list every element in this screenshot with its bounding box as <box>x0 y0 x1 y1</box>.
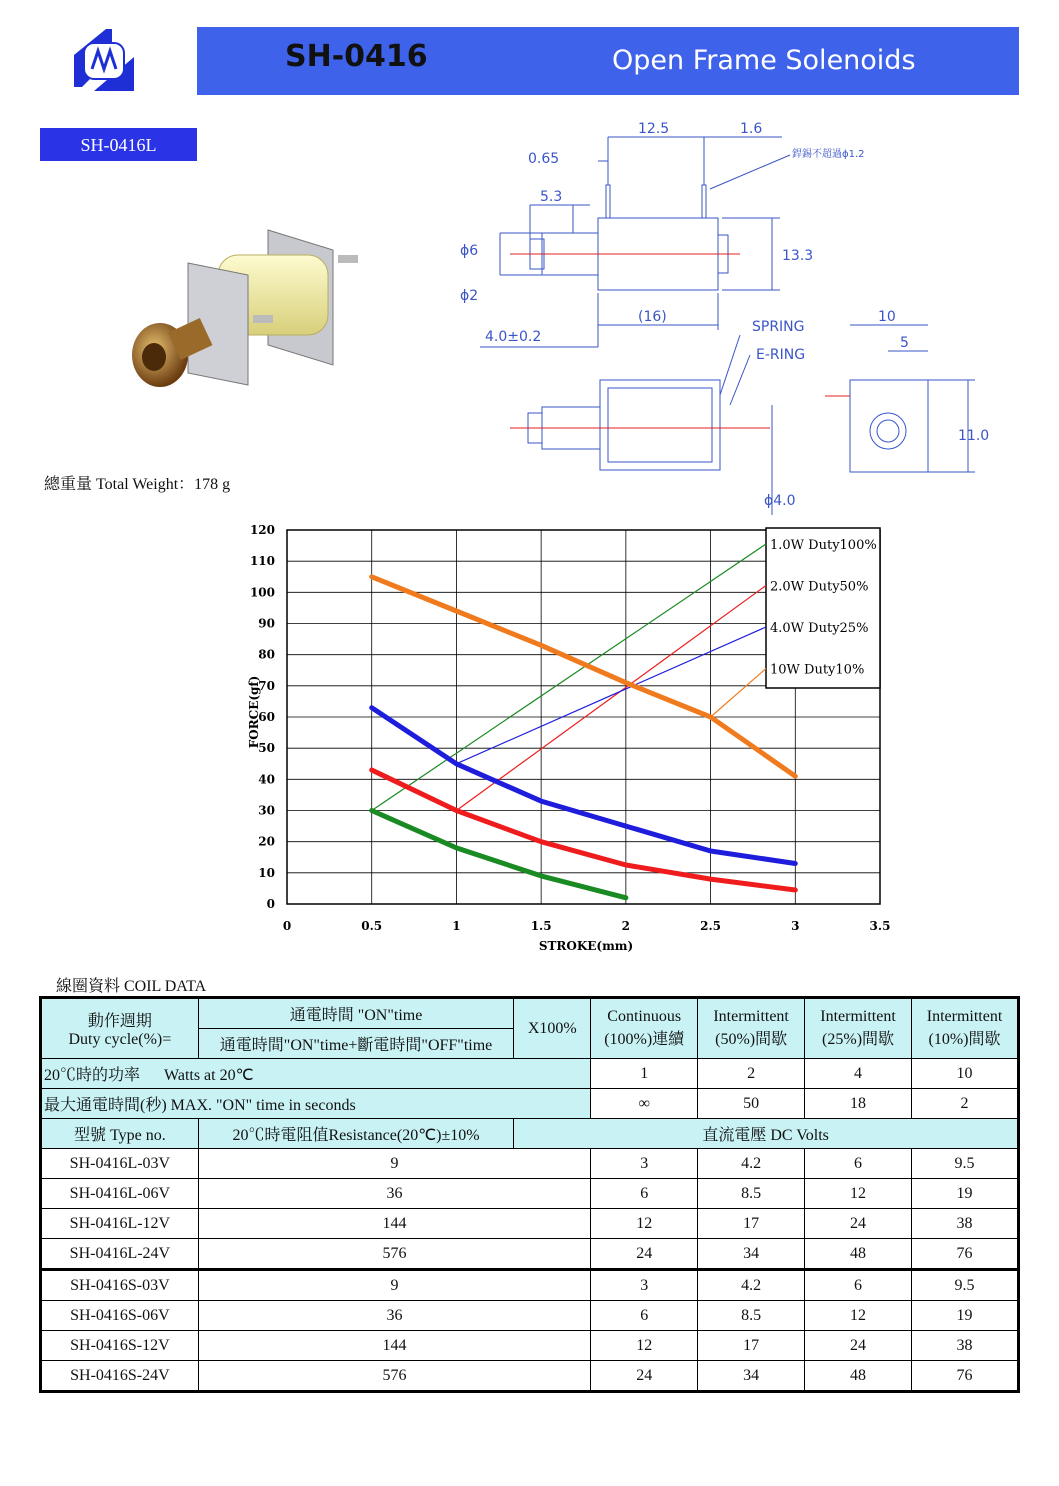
voltage-cell: 6 <box>805 1149 912 1179</box>
x-tick-label: 2.5 <box>700 919 722 933</box>
voltage-cell: 34 <box>698 1361 805 1392</box>
resistance-cell: 9 <box>198 1149 590 1179</box>
col-header-50: Intermittent (50%)間歇 <box>698 998 805 1059</box>
y-tick-label: 90 <box>258 616 275 631</box>
legend-entry: 2.0W Duty50% <box>770 579 869 595</box>
model-number: SH-0416 <box>285 39 428 74</box>
table-row <box>41 1239 1019 1270</box>
dim-length: 12.5 <box>638 121 670 137</box>
resistance-header: 20℃時電阻值Resistance(20℃)±10% <box>198 1119 514 1149</box>
table-row <box>41 1270 1019 1301</box>
y-tick-label: 20 <box>258 834 275 849</box>
max-on-value: 2 <box>912 1089 1019 1119</box>
dim-body-length: (16) <box>638 309 667 325</box>
max-on-value: ∞ <box>591 1089 698 1119</box>
duty-cycle-label-en: Duty cycle(%)= <box>68 1031 172 1048</box>
dim-pin-size: 0.65 <box>528 151 560 167</box>
voltage-cell: 76 <box>912 1361 1019 1392</box>
force-stroke-chart <box>230 520 910 965</box>
resistance-cell: 36 <box>198 1301 590 1331</box>
table-row <box>41 1331 1019 1361</box>
dim-half-width: 5 <box>900 335 909 351</box>
y-tick-label: 30 <box>258 803 275 818</box>
voltage-cell: 48 <box>805 1361 912 1392</box>
company-logo <box>72 27 136 93</box>
voltage-cell: 24 <box>591 1361 698 1392</box>
watts-label: 20℃時的功率 Watts at 20℃ <box>41 1059 591 1089</box>
type-no-cell: SH-0416L-24V <box>41 1239 199 1270</box>
resistance-cell: 36 <box>198 1179 590 1209</box>
dim-pin-offset: 1.6 <box>740 121 763 137</box>
voltage-cell: 6 <box>591 1301 698 1331</box>
voltage-cell: 48 <box>805 1239 912 1270</box>
resistance-cell: 576 <box>198 1361 590 1392</box>
resistance-cell: 9 <box>198 1270 590 1301</box>
voltage-cell: 24 <box>805 1209 912 1239</box>
voltage-cell: 19 <box>912 1301 1019 1331</box>
voltage-cell: 12 <box>591 1331 698 1361</box>
table-row <box>41 1149 1019 1179</box>
duty-cycle-label <box>41 998 199 1059</box>
voltage-cell: 4.2 <box>698 1149 805 1179</box>
x-tick-label: 3.5 <box>869 919 891 933</box>
resistance-cell: 144 <box>198 1331 590 1361</box>
legend-entry: 1.0W Duty100% <box>770 538 877 553</box>
watts-value: 10 <box>912 1059 1019 1089</box>
y-tick-label: 60 <box>258 710 275 724</box>
type-no-cell: SH-0416S-03V <box>41 1270 199 1301</box>
type-no-cell: SH-0416S-06V <box>41 1301 199 1331</box>
max-on-time-label: 最大通電時間(秒) MAX. "ON" time in seconds <box>41 1089 591 1119</box>
x-tick-label: 0.5 <box>361 919 383 933</box>
type-no-cell: SH-0416S-12V <box>41 1331 199 1361</box>
coil-data-caption: 線圈資料 COIL DATA <box>56 978 207 995</box>
dim-eye-diameter: ϕ4.0 <box>764 493 796 509</box>
voltage-cell: 4.2 <box>698 1270 805 1301</box>
legend-entry: 10W Duty10% <box>770 662 865 678</box>
y-tick-label: 10 <box>258 865 275 880</box>
voltage-cell: 9.5 <box>912 1270 1019 1301</box>
dimension-drawing <box>430 115 1000 525</box>
dim-frame-height: 11.0 <box>958 428 990 444</box>
dim-shaft-diameter: ϕ2 <box>460 288 479 304</box>
y-tick-label: 50 <box>258 741 275 756</box>
table-row <box>41 1361 1019 1392</box>
y-tick-label: 100 <box>249 585 275 600</box>
x100-label: X100% <box>514 998 591 1059</box>
y-tick-label: 40 <box>258 772 275 787</box>
resistance-cell: 576 <box>198 1239 590 1270</box>
max-on-value: 18 <box>805 1089 912 1119</box>
voltage-cell: 12 <box>805 1179 912 1209</box>
y-tick-label: 120 <box>249 523 275 537</box>
type-no-cell: SH-0416L-06V <box>41 1179 199 1209</box>
y-tick-label: 70 <box>258 678 275 693</box>
table-row <box>41 1209 1019 1239</box>
voltage-cell: 17 <box>698 1331 805 1361</box>
on-off-time-label: 通電時間"ON"time+斷電時間"OFF"time <box>198 1029 514 1059</box>
x-tick-label: 1 <box>452 919 461 933</box>
watts-value: 2 <box>698 1059 805 1089</box>
y-tick-label: 110 <box>249 554 275 569</box>
type-no-cell: SH-0416S-24V <box>41 1361 199 1392</box>
ering-label: E-RING <box>756 347 806 363</box>
dim-stroke: 4.0±0.2 <box>485 329 542 345</box>
x-tick-label: 0 <box>282 919 292 933</box>
col-header-continuous: Continuous (100%)連續 <box>591 998 698 1059</box>
voltage-cell: 24 <box>805 1331 912 1361</box>
solder-note: 銲錫不超過ϕ1.2 <box>792 149 865 160</box>
product-title: Open Frame Solenoids <box>612 45 916 76</box>
title-banner <box>197 27 1019 95</box>
dim-width: 10 <box>878 309 896 325</box>
voltage-cell: 19 <box>912 1179 1019 1209</box>
legend-entry: 4.0W Duty25% <box>770 621 869 636</box>
voltage-cell: 6 <box>805 1270 912 1301</box>
x-tick-label: 2 <box>621 919 631 933</box>
voltage-cell: 6 <box>591 1179 698 1209</box>
voltage-cell: 38 <box>912 1209 1019 1239</box>
col-header-10: Intermittent (10%)間歇 <box>912 998 1019 1059</box>
spring-label: SPRING <box>752 319 805 335</box>
product-photo <box>118 215 368 395</box>
voltage-cell: 76 <box>912 1239 1019 1270</box>
coil-data-table <box>39 996 1020 1393</box>
dim-height: 13.3 <box>782 248 814 264</box>
watts-value: 1 <box>591 1059 698 1089</box>
voltage-cell: 24 <box>591 1239 698 1270</box>
voltage-cell: 38 <box>912 1331 1019 1361</box>
voltage-cell: 17 <box>698 1209 805 1239</box>
type-no-cell: SH-0416L-03V <box>41 1149 199 1179</box>
voltage-cell: 12 <box>805 1301 912 1331</box>
watts-value: 4 <box>805 1059 912 1089</box>
total-weight: 總重量 Total Weight：178 g <box>44 476 231 493</box>
voltage-cell: 8.5 <box>698 1179 805 1209</box>
y-axis-label: FORCE(gf) <box>247 675 261 749</box>
table-row <box>41 1301 1019 1331</box>
type-no-header: 型號 Type no. <box>41 1119 199 1149</box>
type-no-cell: SH-0416L-12V <box>41 1209 199 1239</box>
dc-volts-header: 直流電壓 DC Volts <box>514 1119 1019 1149</box>
x-tick-label: 3 <box>791 919 800 933</box>
y-tick-label: 0 <box>266 897 275 911</box>
col-header-25: Intermittent (25%)間歇 <box>805 998 912 1059</box>
resistance-cell: 144 <box>198 1209 590 1239</box>
y-tick-label: 80 <box>258 647 275 662</box>
table-row <box>41 1179 1019 1209</box>
max-on-value: 50 <box>698 1089 805 1119</box>
voltage-cell: 34 <box>698 1239 805 1270</box>
voltage-cell: 12 <box>591 1209 698 1239</box>
x-tick-label: 1.5 <box>530 919 552 933</box>
x-axis-label: STROKE(mm) <box>538 939 634 953</box>
duty-cycle-label-cn: 動作週期 <box>87 1013 152 1030</box>
on-time-label: 通電時間 "ON"time <box>198 998 514 1029</box>
dim-plunger-length: 5.3 <box>540 189 563 205</box>
voltage-cell: 9.5 <box>912 1149 1019 1179</box>
variant-label: SH-0416L <box>40 128 197 161</box>
voltage-cell: 3 <box>591 1270 698 1301</box>
voltage-cell: 3 <box>591 1149 698 1179</box>
voltage-cell: 8.5 <box>698 1301 805 1331</box>
dim-plunger-diameter: ϕ6 <box>460 243 479 259</box>
